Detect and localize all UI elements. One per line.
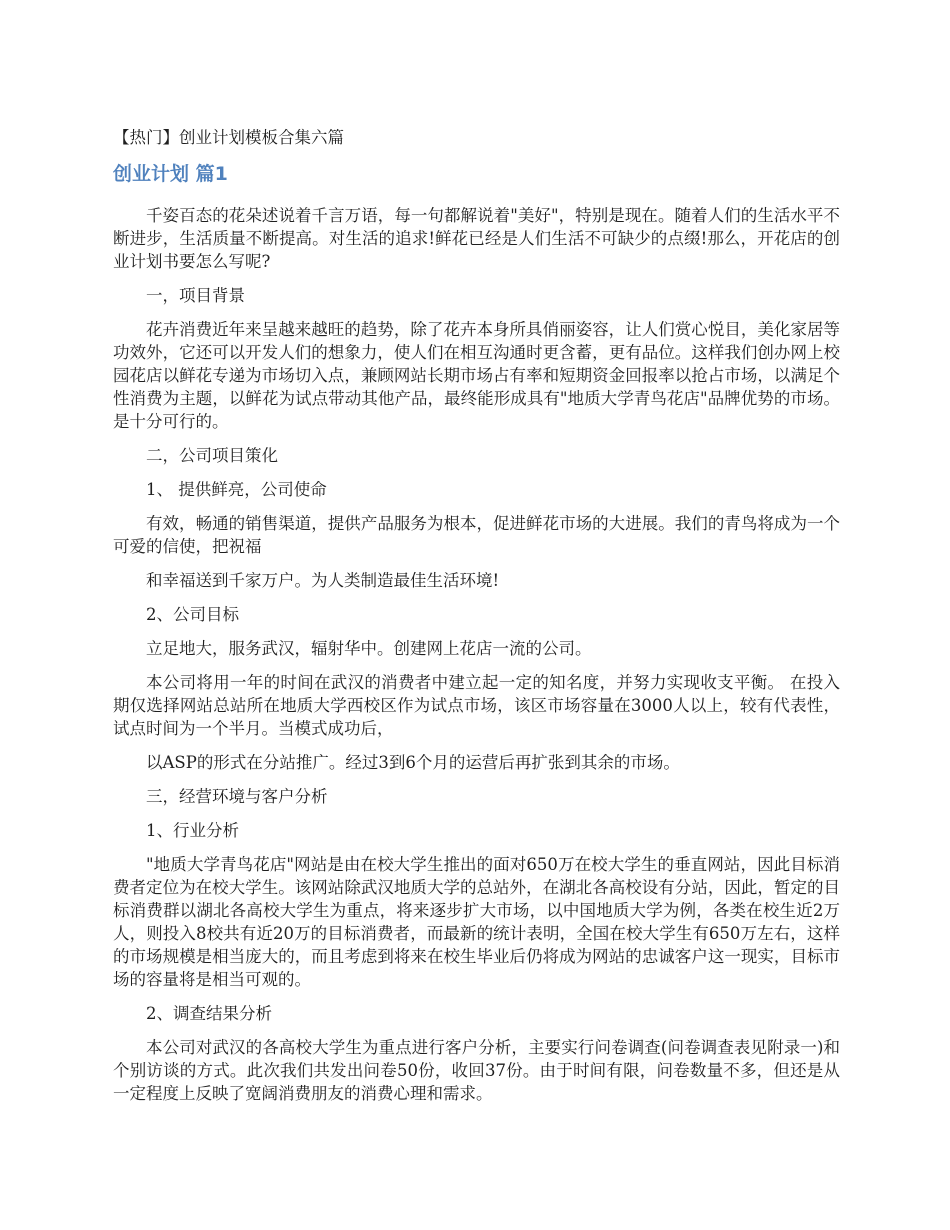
section-heading: 创业计划 篇1 bbox=[113, 163, 228, 185]
paragraph: 二，公司项目策化 bbox=[146, 446, 278, 465]
paragraph: 1、 提供鲜亮，公司使命 bbox=[146, 480, 327, 499]
paragraph: 立足地大，服务武汉，辐射华中。创建网上花店一流的公司。 bbox=[146, 639, 592, 658]
document-body bbox=[113, 204, 840, 1116]
document-title: 【热门】创业计划模板合集六篇 bbox=[113, 128, 344, 147]
paragraph: 三，经营环境与客户分析 bbox=[146, 787, 328, 806]
paragraph: "地质大学青鸟花店"网站是由在校大学生推出的面对650万在校大学生的垂直网站，因此目标消费者定位为在校大学生。该网站除武汉地质大学的总站外，在湖北各高校设有分站，因此，暂定的目标消费群以湖北各高校大学生为重点，将来逐步扩大市场，以中国地质大学为例，各类在校生近2万人，则投入8校共有近20万的目标消费者，而最新的统计表明，全国在校大学生有650万左右，这样的市场规模是相当庞大的，而且考虑到将来在校生毕业后仍将成为网站的忠诚客户这一现实，目标市场的容量将是相当可观的。 bbox=[113, 855, 840, 989]
paragraph: 花卉消费近年来呈越来越旺的趋势，除了花卉本身所具俏丽姿容，让人们赏心悦目，美化家居等功效外，它还可以开发人们的想象力，使人们在相互沟通时更含蓄，更有品位。这样我们创办网上校园花店以鲜花专递为市场切入点，兼顾网站长期市场占有率和短期资金回报率以抢占市场，以满足个性消费为主题，以鲜花为试点带动其他产品，最终能形成具有"地质大学青鸟花店"品牌优势的市场。是十分可行的。 bbox=[113, 320, 840, 431]
paragraph: 本公司将用一年的时间在武汉的消费者中建立起一定的知名度，并努力实现收支平衡。 在投入期仅选择网站总站所在地质大学西校区作为试点市场，该区市场容量在3000人以上，较有代表性，试点时间为一个半月。当模式成功后， bbox=[113, 673, 840, 738]
paragraph: 和幸福送到千家万户。为人类制造最佳生活环境! bbox=[146, 571, 500, 590]
paragraph: 以ASP的形式在分站推广。经过3到6个月的运营后再扩张到其余的市场。 bbox=[146, 753, 680, 772]
paragraph: 2、调查结果分析 bbox=[146, 1004, 272, 1023]
paragraph: 有效，畅通的销售渠道，提供产品服务为根本，促进鲜花市场的大进展。我们的青鸟将成为一个可爱的信使，把祝福 bbox=[113, 514, 840, 556]
paragraph: 本公司对武汉的各高校大学生为重点进行客户分析，主要实行问卷调查(问卷调查表见附录一)和个别访谈的方式。此次我们共发出问卷50份，收回37份。由于时间有限，问卷数量不多，但还是从一定程度上反映了宽阔消费朋友的消费心理和需求。 bbox=[113, 1038, 840, 1103]
paragraph: 2、公司目标 bbox=[146, 605, 239, 624]
paragraph: 1、行业分析 bbox=[146, 821, 239, 840]
paragraph: 一，项目背景 bbox=[146, 286, 245, 305]
paragraph: 千姿百态的花朵述说着千言万语，每一句都解说着"美好"，特别是现在。随着人们的生活水平不断进步，生活质量不断提高。对生活的追求!鲜花已经是人们生活不可缺少的点缀!那么，开花店的创业计划书要怎么写呢? bbox=[113, 206, 840, 271]
